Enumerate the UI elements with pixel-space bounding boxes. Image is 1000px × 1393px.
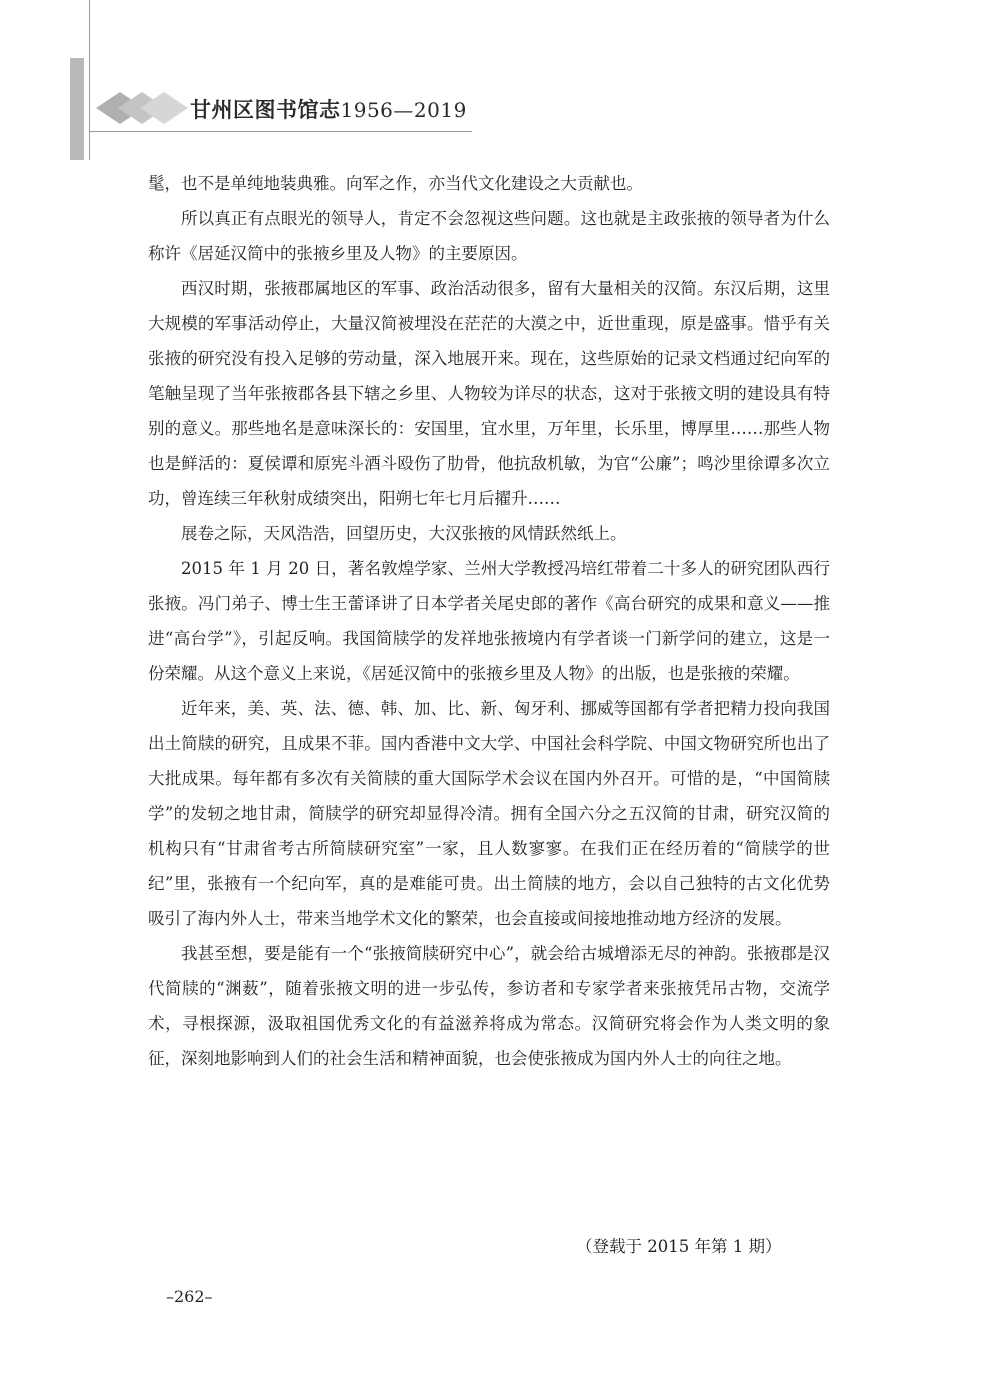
book-title: 甘州区图书馆志 <box>190 97 341 122</box>
source-note: （登载于 2015 年第 1 期） <box>576 1237 782 1256</box>
paragraph: 展卷之际，天风浩浩，回望历史，大汉张掖的风情跃然纸上。 <box>181 524 627 543</box>
header-diamond-ornament <box>96 88 188 128</box>
running-title <box>190 94 467 124</box>
header-horizontal-rule <box>89 131 472 132</box>
header-gray-bar <box>70 58 84 160</box>
body-text <box>148 166 830 1076</box>
page-number: –262– <box>166 1287 213 1306</box>
paragraph: 西汉时期，张掖郡属地区的军事、政治活动很多，留有大量相关的汉简。东汉后期，这里大规模的军事活动停止，大量汉简被埋没在茫茫的大漠之中，近世重现，原是盛事。惜乎有关张掖的研究没有投入足够的劳动量，深入地展开来。现在，这些原始的记录文档通过纪向军的笔触呈现了当年张掖郡各县下辖之乡里、人物较为详尽的状态，这对于张掖文明的建设具有特别的意义。那些地名是意味深长的：安国里，宜水里，万年里，长乐里，博厚里……那些人物也是鲜活的：夏侯谭和原宪斗酒斗殴伤了肋骨，他抗敌机敏，为官“公廉”；鸣沙里徐谭多次立功，曾连续三年秋射成绩突出，阳朔七年七月后擢升…… <box>148 279 830 508</box>
paragraph: 所以真正有点眼光的领导人，肯定不会忽视这些问题。这也就是主政张掖的领导者为什么称许《居延汉简中的张掖乡里及人物》的主要原因。 <box>148 209 830 263</box>
paragraph-continuation: 髦，也不是单纯地装典雅。向军之作，亦当代文化建设之大贡献也。 <box>148 174 643 193</box>
header-vertical-rule <box>89 0 90 160</box>
paragraph: 近年来，美、英、法、德、韩、加、比、新、匈牙利、挪威等国都有学者把精力投向我国出土简牍的研究，且成果不菲。国内香港中文大学、中国社会科学院、中国文物研究所也出了大批成果。每年都有多次有关简牍的重大国际学术会议在国内外召开。可惜的是，“中国简牍学”的发轫之地甘肃，简牍学的研究却显得冷清。拥有全国六分之五汉简的甘肃，研究汉简的机构只有“甘肃省考古所简牍研究室”一家，且人数寥寥。在我们正在经历着的“简牍学的世纪”里，张掖有一个纪向军，真的是难能可贵。出土简牍的地方，会以自己独特的古文化优势吸引了海内外人士，带来当地学术文化的繁荣，也会直接或间接地推动地方经济的发展。 <box>148 699 830 928</box>
paragraph: 我甚至想，要是能有一个“张掖简牍研究中心”，就会给古城增添无尽的神韵。张掖郡是汉代简牍的“渊薮”，随着张掖文明的进一步弘传，参访者和专家学者来张掖凭吊古物，交流学术，寻根探源，汲取祖国优秀文化的有益滋养将成为常态。汉简研究将会作为人类文明的象征，深刻地影响到人们的社会生活和精神面貌，也会使张掖成为国内外人士的向往之地。 <box>148 944 830 1068</box>
book-years: 1956—2019 <box>340 98 467 122</box>
paragraph: 2015 年 1 月 20 日，著名敦煌学家、兰州大学教授冯培红带着二十多人的研究团队西行张掖。冯门弟子、博士生王蕾译讲了日本学者关尾史郎的著作《高台研究的成果和意义——推进“高台学”》，引起反响。我国简牍学的发祥地张掖境内有学者谈一门新学问的建立，这是一份荣耀。从这个意义上来说，《居延汉简中的张掖乡里及人物》的出版，也是张掖的荣耀。 <box>148 559 830 683</box>
